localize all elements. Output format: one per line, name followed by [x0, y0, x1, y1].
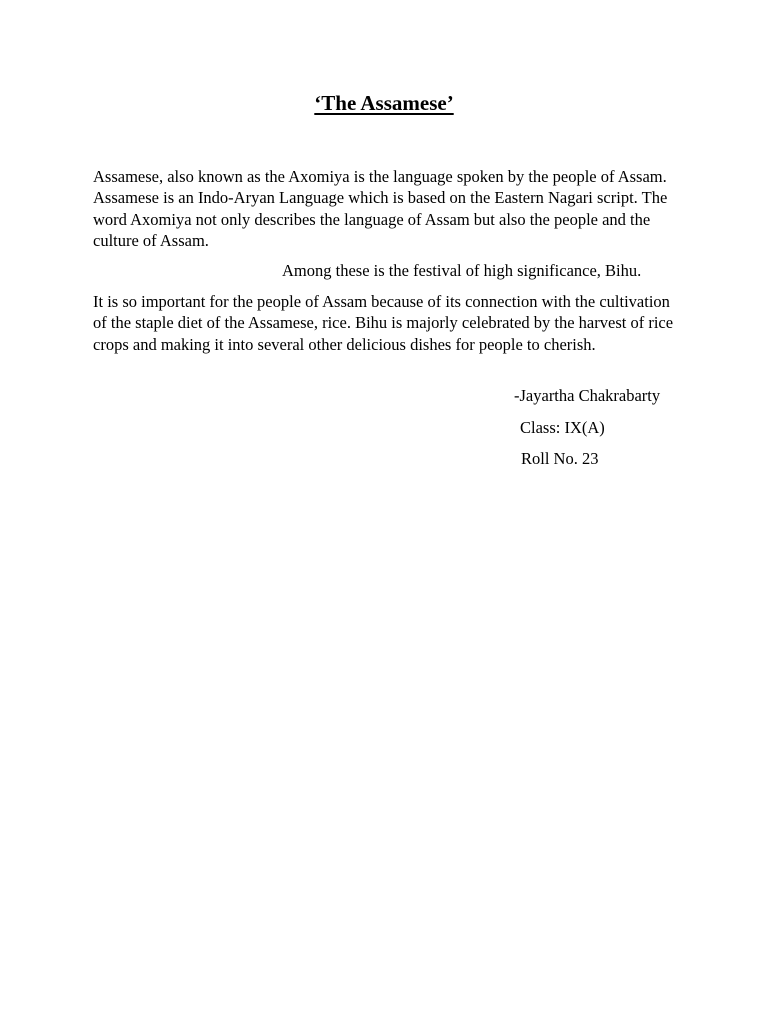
- author-class: Class: IX(A): [520, 418, 605, 437]
- paragraph-festival: Among these is the festival of high significance, Bihu.: [282, 261, 642, 280]
- author-name: -Jayartha Chakrabarty: [514, 386, 661, 405]
- paragraph-bihu: It is so important for the people of Assam because of its connection with the cultivation of the staple diet of the Assamese, rice. Bihu is majorly celebrated by the harvest of rice crops and making it into several other delicious dishes for people to cherish.: [93, 292, 674, 354]
- paragraph-intro: Assamese, also known as the Axomiya is the language spoken by the people of Assam. Assamese is an Indo-Aryan Language which is based on the Eastern Nagari script. The word Axomiya not only describes the language of Assam but also the people and the culture of Assam.: [93, 167, 668, 250]
- author-roll-number: Roll No. 23: [521, 449, 599, 468]
- document-title: ‘The Assamese’: [314, 91, 454, 115]
